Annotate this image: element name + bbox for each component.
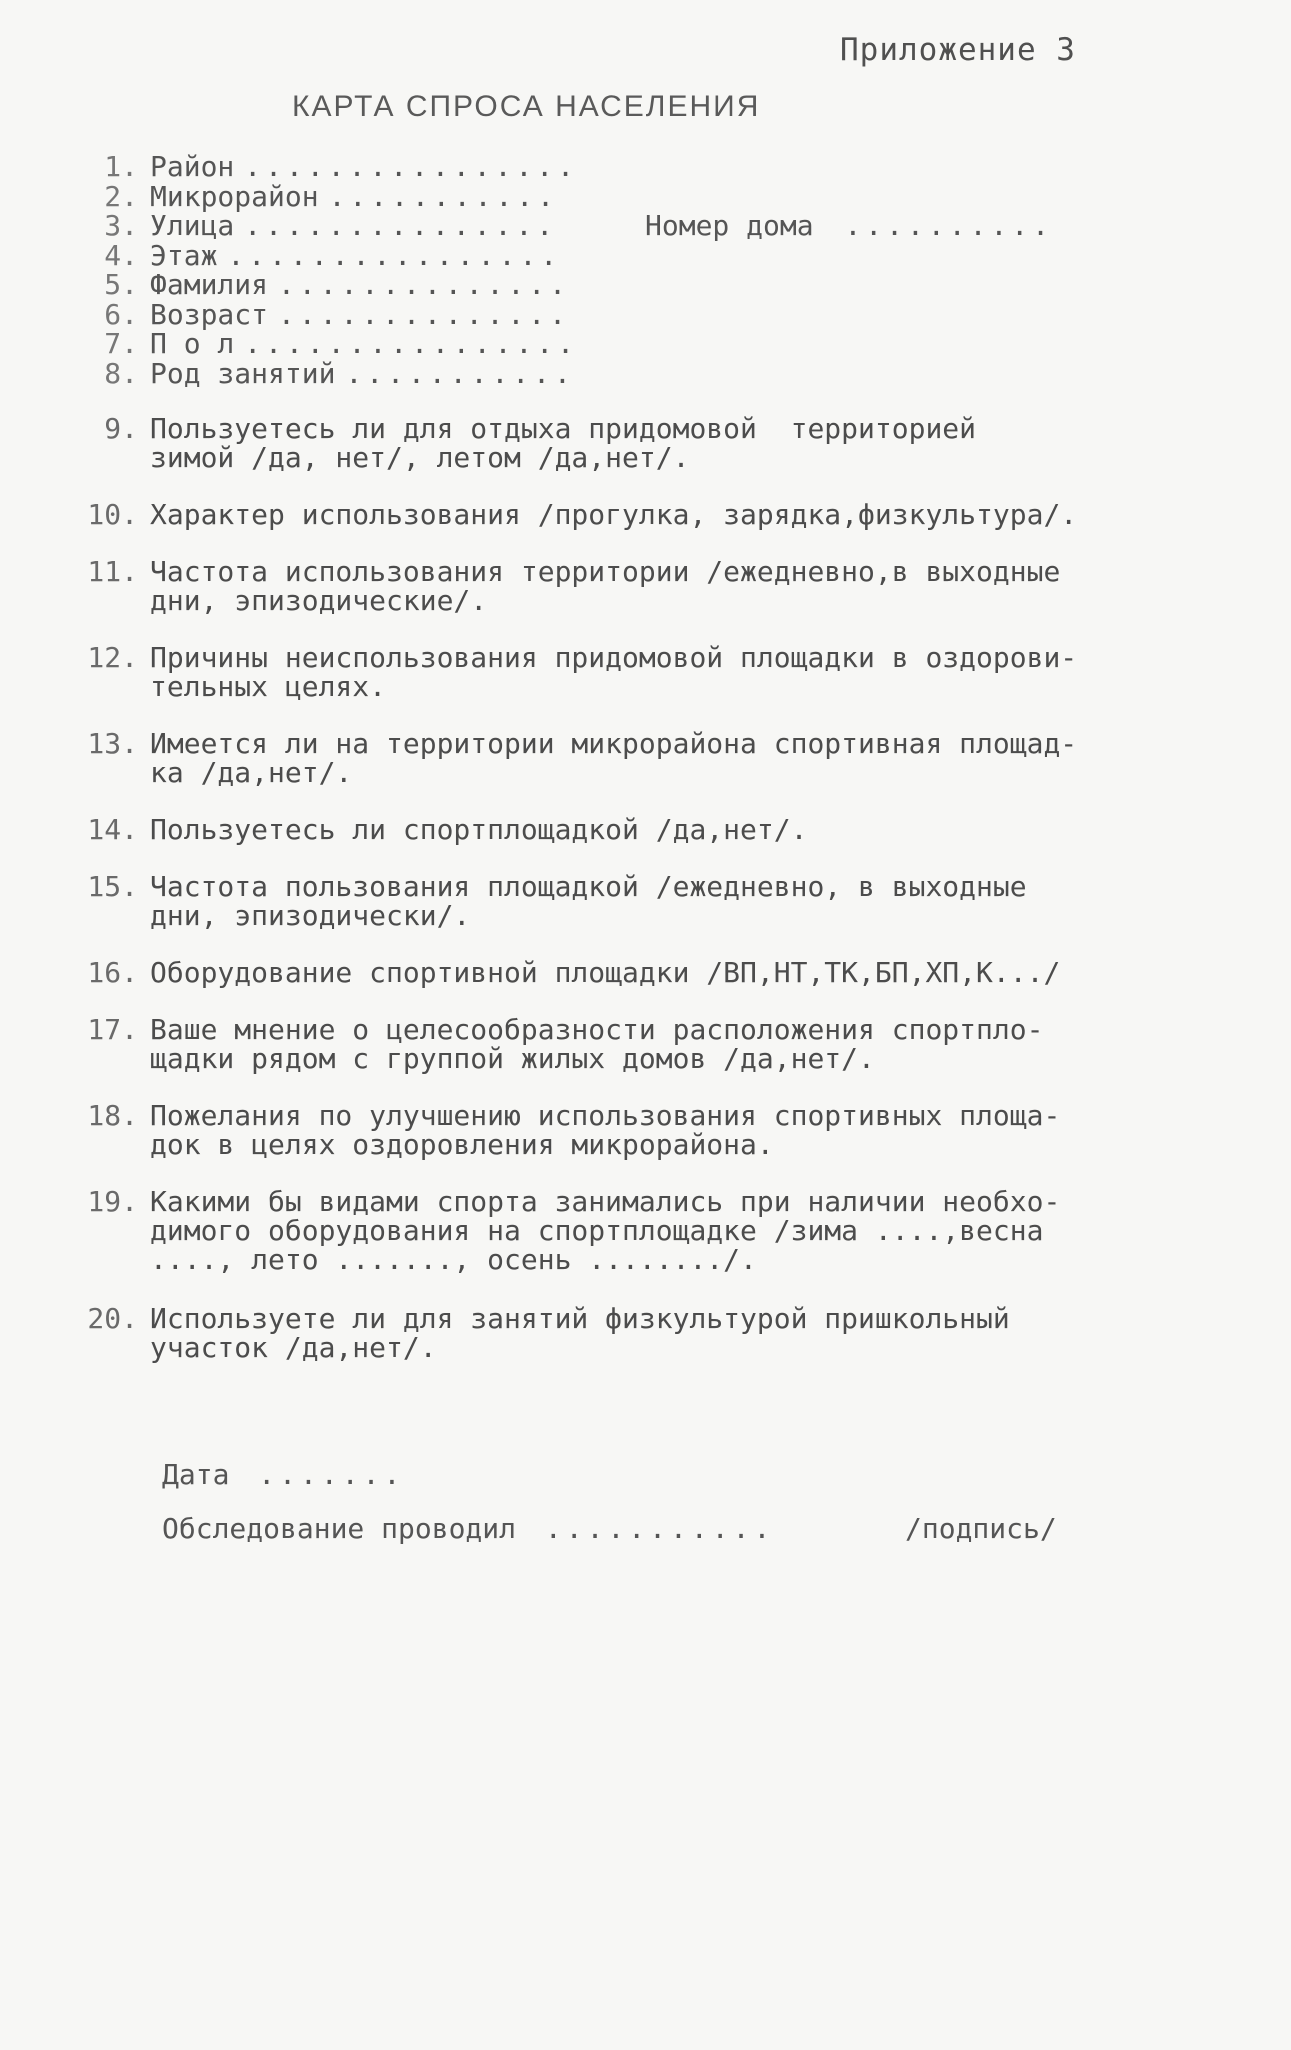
house-number-blank: .......... xyxy=(844,209,1054,242)
field-blank: ............... xyxy=(244,209,558,242)
question-line: Характер использования /прогулка, зарядка,физкультура/. xyxy=(150,498,1078,531)
field-number: 4. xyxy=(104,238,138,272)
field-number: 6. xyxy=(104,297,138,331)
question-19 xyxy=(60,1187,1240,1274)
question-18 xyxy=(60,1101,1240,1159)
field-floor xyxy=(60,238,578,272)
question-number: 11. xyxy=(87,555,138,588)
field-blank: ................ xyxy=(244,327,579,360)
question-line: Пожелания по улучшению использования спортивных площа- xyxy=(150,1099,1061,1132)
question-line: димого оборудования на спортплощадке /зима ....,весна xyxy=(150,1214,1044,1247)
surveyor-blank: ........... xyxy=(544,1512,775,1545)
field-label: Возраст xyxy=(150,297,269,331)
field-number: 7. xyxy=(104,327,138,360)
question-12 xyxy=(60,643,1240,701)
question-13 xyxy=(60,729,1240,787)
house-number-label: Номер дома xyxy=(645,209,814,242)
question-text xyxy=(150,1101,1240,1159)
field-blank: ........... xyxy=(328,179,559,213)
question-11 xyxy=(60,557,1240,615)
page-title: КАРТА СПРОСА НАСЕЛЕНИЯ xyxy=(292,90,761,123)
question-line: тельных целях. xyxy=(150,670,387,703)
question-line: Частота использования территории /ежедневно,в выходные xyxy=(150,555,1061,588)
date-label: Дата xyxy=(162,1458,230,1491)
field-district xyxy=(60,152,578,182)
question-line: зимой /да, нет/, летом /да,нет/. xyxy=(150,441,690,474)
question-line: Частота пользования площадкой /ежедневно, в выходные xyxy=(150,870,1027,903)
question-text xyxy=(150,557,1240,615)
question-line: ка /да,нет/. xyxy=(150,756,353,789)
field-occupation xyxy=(60,356,578,390)
field-number: 8. xyxy=(104,356,138,390)
respondent-fields xyxy=(60,152,578,388)
question-16 xyxy=(60,958,1240,987)
question-line: дни, эпизодические/. xyxy=(150,584,488,617)
question-line: Имеется ли на территории микрорайона спортивная площад- xyxy=(150,727,1078,760)
question-line: щадки рядом с группой жилых домов /да,нет/. xyxy=(150,1042,875,1075)
question-line: Пользуетесь ли спортплощадкой /да,нет/. xyxy=(150,813,808,846)
question-number: 12. xyxy=(87,641,138,674)
question-text xyxy=(150,958,1240,987)
surveyor-label: Обследование проводил xyxy=(162,1512,517,1545)
question-number: 9. xyxy=(104,412,138,445)
question-text xyxy=(150,1187,1240,1274)
question-text xyxy=(150,815,1240,844)
question-number: 15. xyxy=(87,870,138,903)
question-14 xyxy=(60,815,1240,844)
field-label: П о л xyxy=(150,327,235,360)
question-number: 16. xyxy=(87,956,138,989)
field-house-number xyxy=(645,209,1053,242)
field-blank: .............. xyxy=(278,268,571,301)
date-field xyxy=(162,1458,404,1491)
question-text xyxy=(150,643,1240,701)
field-street xyxy=(60,211,578,241)
question-number: 13. xyxy=(87,727,138,760)
field-blank: .............. xyxy=(278,297,571,331)
field-blank: ................ xyxy=(227,238,562,272)
field-number: 1. xyxy=(104,150,138,183)
question-20 xyxy=(60,1304,1240,1362)
question-17 xyxy=(60,1015,1240,1073)
field-age xyxy=(60,297,578,331)
field-number: 3. xyxy=(104,209,138,242)
question-text xyxy=(150,1304,1240,1362)
question-15 xyxy=(60,872,1240,930)
question-line: участок /да,нет/. xyxy=(150,1331,437,1364)
question-text xyxy=(150,500,1240,529)
question-line: Используете ли для занятий физкультурой пришкольный xyxy=(150,1302,1010,1335)
field-number: 2. xyxy=(104,179,138,213)
question-number: 17. xyxy=(87,1013,138,1046)
question-text xyxy=(150,414,1240,472)
date-blank: ....... xyxy=(258,1458,405,1491)
question-9 xyxy=(60,414,1240,472)
question-line: ...., лето ......., осень ......../. xyxy=(150,1243,757,1276)
signature-label: /подпись/ xyxy=(905,1512,1057,1545)
field-label: Район xyxy=(150,150,235,183)
question-line: Оборудование спортивной площадки /ВП,НТ,ТК,БП,ХП,К.../ xyxy=(150,956,1061,989)
question-text xyxy=(150,872,1240,930)
question-line: док в целях оздоровления микрорайона. xyxy=(150,1128,774,1161)
field-sex xyxy=(60,329,578,359)
question-10 xyxy=(60,500,1240,529)
question-line: Причины неиспользования придомовой площадки в оздорови- xyxy=(150,641,1078,674)
field-microdistrict xyxy=(60,179,578,213)
question-number: 14. xyxy=(87,813,138,846)
appendix-label: Приложение 3 xyxy=(840,32,1076,68)
field-label: Род занятий xyxy=(150,356,336,390)
question-line: дни, эпизодически/. xyxy=(150,899,471,932)
question-number: 18. xyxy=(87,1099,138,1132)
question-text xyxy=(150,1015,1240,1073)
field-blank: ........... xyxy=(345,356,575,390)
question-number: 19. xyxy=(87,1185,138,1218)
question-line: Пользуетесь ли для отдыха придомовой территорией xyxy=(150,412,977,445)
field-label: Улица xyxy=(150,209,235,242)
field-blank: ................ xyxy=(244,150,579,183)
field-label: Микрорайон xyxy=(150,179,319,213)
field-surname xyxy=(60,270,578,300)
question-line: Какими бы видами спорта занимались при наличии необхо- xyxy=(150,1185,1061,1218)
field-label: Этаж xyxy=(150,238,218,272)
field-number: 5. xyxy=(104,268,138,301)
question-number: 10. xyxy=(87,498,138,531)
field-label: Фамилия xyxy=(150,268,269,301)
surveyor-field xyxy=(162,1512,774,1545)
question-line: Ваше мнение о целесообразности расположения спортпло- xyxy=(150,1013,1044,1046)
question-list xyxy=(60,414,1240,1362)
question-number: 20. xyxy=(87,1302,138,1335)
question-text xyxy=(150,729,1240,787)
